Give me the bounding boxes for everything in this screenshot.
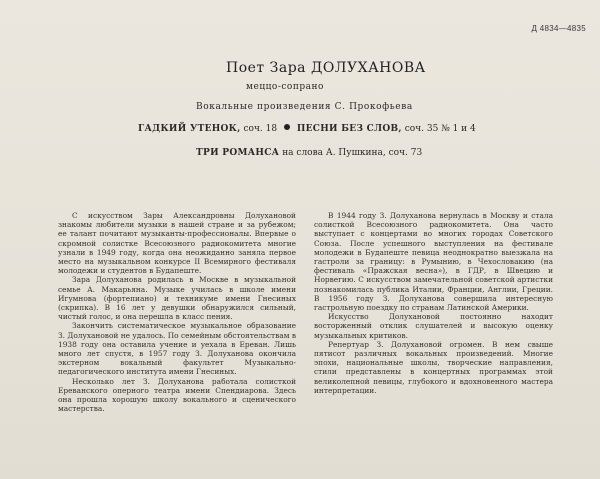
paragraph: Несколько лет З. Долуханова работала солисткой Ереванского оперного театра имени Спендиарова. Здесь она прошла хорошую школу вокального и сценического мастерства. — [58, 376, 296, 414]
paragraph: В 1944 году З. Долуханова вернулась в Москву и стала солисткой Всесоюзного радиокомитета. Она часто выступает с концертами во многих городах Советского Союза. После успешного выступления на фестивале молодежи в Будапеште певица неоднократно выезжала на гастроли за границу: в Румынию, в Чехословакию (на фестиваль «Пражская весна»), в ГДР, в Швецию и Норвегию. С искусством замечательной советской артистки познакомилась публика Италии, Франции, Англии, Греции. В 1956 году З. Долуханова совершила интересную гастрольную поездку по странам Латинской Америки. — [314, 211, 553, 313]
work-songs-without-words-opus: соч. 35 № 1 и 4 — [404, 124, 476, 134]
voice-type: меццо-сопрано — [246, 82, 324, 92]
paragraph: Репертуар З. Долухановой огромен. В нем свыше пятисот различных вокальных произведений. Многие эпохи, национальные школы, творческие направления, стили представлены в концертных программах этой великолепной певицы, глубокого и вдохновенного мастера интерпретации. — [314, 339, 553, 395]
works-line — [138, 124, 476, 134]
bullet-icon — [284, 124, 290, 130]
work-songs-without-words-title: ПЕСНИ БЕЗ СЛОВ, — [296, 124, 402, 134]
catalog-number: Д 4834—4835 — [531, 24, 586, 33]
paragraph: Искусство Долухановой постоянно находит восторженный отклик слушателей и высокую оценку музыкальных критиков. — [314, 312, 553, 340]
page-title: Поет Зара ДОЛУХАНОВА — [226, 60, 426, 76]
paragraph: С искусством Зары Александровны Долухановой знакомы любители музыки в нашей стране и за рубежом; ее талант почитают музыканты-профессионалы. Впервые о скромной солистке Всесоюзного радиокомитета многие узнали в 1949 году, когда она неожиданно заняла первое место на музыкальном конкурсе II Всемирного фестиваля молодежи и студентов в Будапеште. — [58, 211, 296, 276]
left-text-column — [58, 211, 296, 413]
romances-line — [196, 148, 422, 158]
work-three-romances-detail: на слова А. Пушкина, соч. 73 — [282, 148, 423, 158]
work-three-romances-title: ТРИ РОМАНСА — [196, 148, 280, 158]
paragraph: Закончить систематическое музыкальное образование З. Долухановой не удалось. По семейным обстоятельствам в 1938 году она оставила учение и уехала в Ереван. Лишь много лет спустя, в 1957 году З. Долуханова окончила экстерном вокальный факультет Музыкально-педагогического института имени Гнесиных. — [58, 321, 296, 377]
right-text-column — [314, 211, 553, 395]
vocal-works-line: Вокальные произведения С. Прокофьева — [196, 102, 413, 112]
paragraph: Зара Долуханова родилась в Москве в музыкальной семье А. Макарьяна. Музыке училась в школе имени Игумнова (фортепиано) и техникуме имени Гнесиных (скрипка). В 16 лет у девушки обнаружился сильный, чистый голос, и она перешла в класс пения. — [58, 275, 296, 322]
work-ugly-duckling-opus: соч. 18 — [243, 124, 278, 134]
work-ugly-duckling-title: ГАДКИЙ УТЕНОК, — [138, 124, 241, 134]
